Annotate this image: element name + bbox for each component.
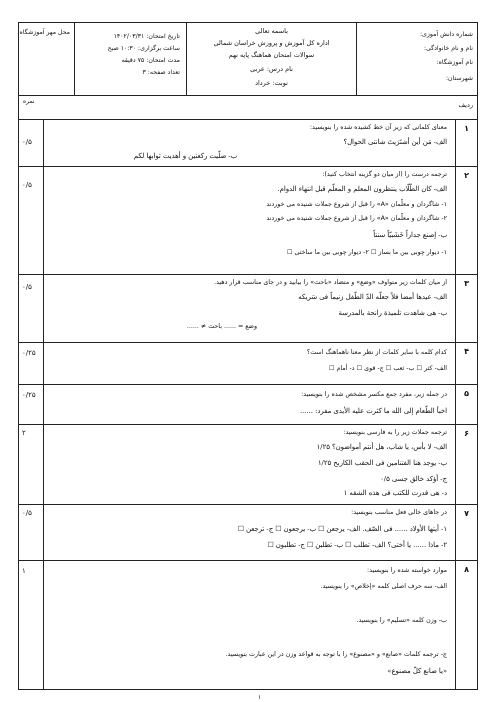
questions-table bbox=[18, 120, 478, 690]
question-score: ۰/۵ bbox=[22, 509, 32, 517]
question-line: اخبأ الطّعام إلی الله ما کثرت علیه الأیدی مفرد: ...... bbox=[299, 407, 447, 415]
question-prompt: ترجمه جملات زیر را به فارسی بنویسید: bbox=[343, 429, 447, 436]
question-option: ۱- شاگردان و معلّمان «A» را قبل از شروع جملات شنیده می خوردند bbox=[266, 201, 447, 208]
question-prompt: موارد خواسته شده را بنویسید: bbox=[367, 567, 447, 574]
page-number: ۱ bbox=[258, 694, 262, 701]
question-row bbox=[19, 384, 477, 425]
stamp-area bbox=[19, 23, 75, 95]
question-number: ۲ bbox=[464, 171, 469, 180]
question-row bbox=[19, 560, 477, 691]
school-label: نام آموزشگاه: bbox=[436, 59, 473, 66]
question-score: ۰/۲۵ bbox=[22, 391, 36, 399]
column-header-band bbox=[18, 96, 478, 120]
org-line: اداره کل آموزش و پرورش خراسان شمالی bbox=[213, 39, 330, 47]
exam-date: تاریخ امتحان: ۱۴۰۲/۰۳/۳۱ bbox=[113, 33, 180, 40]
question-prompt: از میان کلمات زیر متواوف «وضع» و متضاد «باحث» را بیابید و در جای مناسب قرار دهید. bbox=[214, 279, 447, 286]
question-number: ۷ bbox=[464, 509, 469, 518]
row-label: ردیف bbox=[458, 101, 473, 109]
exam-pages: تعداد صفحه: ۳ bbox=[142, 69, 180, 76]
question-line: ب- وزن کلمه «تسلیم» را بنویسید. bbox=[356, 617, 447, 624]
exam-line: سوالات امتحان هماهنگ پایه نهم bbox=[228, 51, 315, 59]
question-line: ج- ترجمه کلمات «صانع» و «مصنوع» را با توجه به قواعد وزن در این عبارت بنویسید. bbox=[225, 651, 447, 658]
question-score: ۰/۵ bbox=[22, 138, 32, 146]
bismillah: باسمه تعالی bbox=[255, 27, 288, 35]
question-line: الف- مَن أین أشتَرَیتَ شانتی الحوال؟ bbox=[343, 138, 447, 146]
stamp-label: محل مهر آموزشگاه bbox=[19, 29, 70, 36]
city-label: شهرستان: bbox=[445, 75, 473, 82]
question-line: ب- هی شاهدت تلمیذة رانحة بالمدرسة bbox=[338, 309, 447, 317]
question-line: ۱- أیتها الأولاد ...... فی الصّف. الف- یرجعن ☐ ب- یرجعون ☐ ج- ترجعن ☐ bbox=[237, 525, 447, 533]
question-line: «یا صانع کلّ مصنوع» bbox=[387, 667, 447, 675]
question-score: ۱ bbox=[22, 567, 26, 575]
score-header: نمره bbox=[23, 98, 35, 105]
answer-blanks: وضع = ...... باحث ≠ ...... bbox=[186, 323, 257, 330]
question-line: ج- أؤکد خالق جسی ۰/۵ bbox=[380, 475, 447, 483]
exam-header bbox=[18, 22, 478, 96]
question-score: ۰/۲۵ bbox=[22, 349, 36, 357]
question-row bbox=[19, 342, 477, 385]
session: نوبت: خرداد bbox=[255, 79, 288, 87]
question-prompt: در جاهای خالی فعل مناسب بنویسید: bbox=[351, 509, 447, 516]
exam-info bbox=[75, 23, 187, 95]
question-row bbox=[19, 120, 477, 166]
question-number: ۱ bbox=[464, 124, 469, 133]
question-row bbox=[19, 274, 477, 343]
question-options: الف- کثر ☐ ب- ثعب ☐ ج- قوی ☐ د- أمام ☐ bbox=[328, 365, 447, 372]
student-info bbox=[357, 23, 479, 95]
question-option: ۱- دیوار چوبی بین ما بساز ☐ ۲- دیوار چوبی بین ما ساختی ☐ bbox=[286, 249, 447, 256]
question-number: ۵ bbox=[464, 389, 469, 398]
question-option: ۲- شاگردان و معلّمان «A» را قبل از شروع جملات شنیده می خوردند bbox=[266, 215, 447, 222]
question-line: ب- یوجد هنا الفتنامین فی الحقب الکاربح ۱/۲۵ bbox=[317, 459, 447, 467]
question-line: الف- عیدها أمضا فلاً جعلّه الدّ الطّفل زنیماً فی سَریکه bbox=[298, 293, 447, 301]
exam-time: ساعت برگزاری: ۱۰:۳۰ صبح bbox=[107, 45, 180, 52]
exam-sheet bbox=[18, 22, 478, 701]
seat-number-label: شماره دانش آموزی: bbox=[419, 31, 473, 38]
question-line: الف- کان الطّلّاب ینتظرون المعلم و المعلّم قبل انتهاء الدوام. bbox=[277, 185, 447, 193]
question-prompt: ترجمه درست را (از میان دو گزینه انتخاب کنید): bbox=[322, 171, 447, 178]
question-line: ب- إصنع جداراً خَشَبیّاً سنتاً bbox=[373, 231, 447, 239]
question-prompt: کدام کلمه با سایر کلمات از نظر معنا ناهماهنگ است؟ bbox=[306, 349, 447, 356]
question-score: ۰/۵ bbox=[22, 181, 32, 189]
question-prompt: معنای کلماتی که زیر آن خط کشیده شده را بنویسید: bbox=[309, 124, 447, 131]
question-row bbox=[19, 424, 477, 505]
exam-duration: مدت امتحان: ۷۵ دقیقه bbox=[121, 57, 180, 64]
question-score: ۲ bbox=[22, 429, 26, 437]
question-line: ۲- ماذا ...... یا أختی؟ الف- تطلب ☐ ب- تطلبن ☐ ج- تطلبون ☐ bbox=[267, 541, 447, 549]
question-line: الف- لا بأس، یا شاب، هل أنتم أمواضون؟ ۱/۲۵ bbox=[316, 443, 447, 451]
subject: نام درس: عربی bbox=[250, 65, 293, 73]
question-row bbox=[19, 166, 477, 275]
question-prompt: در جمله زیر، مفرد جمع مکسر مشخص شده را بنویسید: bbox=[301, 391, 447, 398]
question-line: الف- سه حرف اصلی کلمه «إخلاص» را بنویسید. bbox=[320, 583, 447, 590]
question-number: ۶ bbox=[464, 429, 469, 438]
question-number: ۸ bbox=[464, 565, 469, 574]
exam-title-block bbox=[187, 23, 357, 95]
question-score: ۰/۵ bbox=[22, 283, 32, 291]
question-number: ۴ bbox=[464, 347, 469, 356]
question-line: ب- صلّیت رکعتین و أهدیت ثوابها لکم bbox=[133, 152, 237, 160]
question-line: د- هی قدرت للکتب فی هذه الشقه ۱ bbox=[343, 489, 447, 497]
question-number: ۳ bbox=[464, 279, 469, 288]
question-row bbox=[19, 504, 477, 561]
student-name-label: نام و نام خانوادگی: bbox=[423, 45, 473, 52]
